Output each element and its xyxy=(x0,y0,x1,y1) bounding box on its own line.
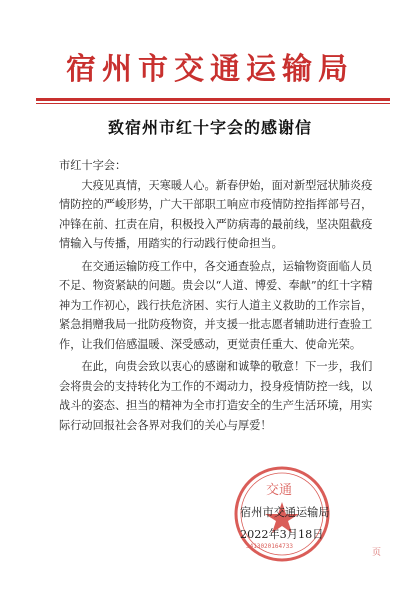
letterhead-rule-thin xyxy=(36,103,390,104)
signature-org: 宿州市交通运输局 xyxy=(240,506,330,519)
seal-serial: 3413020164733 xyxy=(246,543,293,550)
letterhead-org-name: 宿州市交通运输局 xyxy=(66,52,354,87)
letterhead-rule-thick xyxy=(36,98,390,101)
page-mark: 页 xyxy=(372,548,382,558)
letter-body xyxy=(59,156,379,435)
document-title: 致宿州市红十字会的感谢信 xyxy=(107,118,312,137)
paragraph-2: 在交通运输防疫工作中，各交通查验点，运输物资面临人员不足、物资紧缺的问题。贵会以“人道、博爱、奉献”的红十字精神为工作初心，践行扶危济困、实行人道主义救助的工作宗旨，紧急捐赠我局一批防疫物资，并支援一批志愿者辅助进行查验工作，让我们倍感温暖、深受感动，更觉责任重大、使命光荣。 xyxy=(59,259,373,351)
salutation: 市红十字会： xyxy=(59,159,127,172)
paragraph-1: 大疫见真情，天寒暖人心。新春伊始，面对新型冠状肺炎疫情防控的严峻形势，广大干部职工响应市疫情防控指挥部号召，冲锋在前、扛责在肩，积极投入严防病毒的最前线，坚决阻截疫情输入与传播，用踏实的行动践行使命担当。 xyxy=(59,178,373,250)
signature-date: 2022年3月18日 xyxy=(240,528,324,541)
seal-text: 交通 xyxy=(266,483,293,498)
signature-block xyxy=(240,504,330,544)
paragraph-3: 在此，向贵会致以衷心的感谢和诚挚的敬意！下一步，我们会将贵会的支持转化为工作的不竭动力，投身疫情防控一线，以战斗的姿态、担当的精神为全市打造安全的生产生活环境，用实际行动回报社会各界对我们的关心与厚爱！ xyxy=(59,360,373,432)
